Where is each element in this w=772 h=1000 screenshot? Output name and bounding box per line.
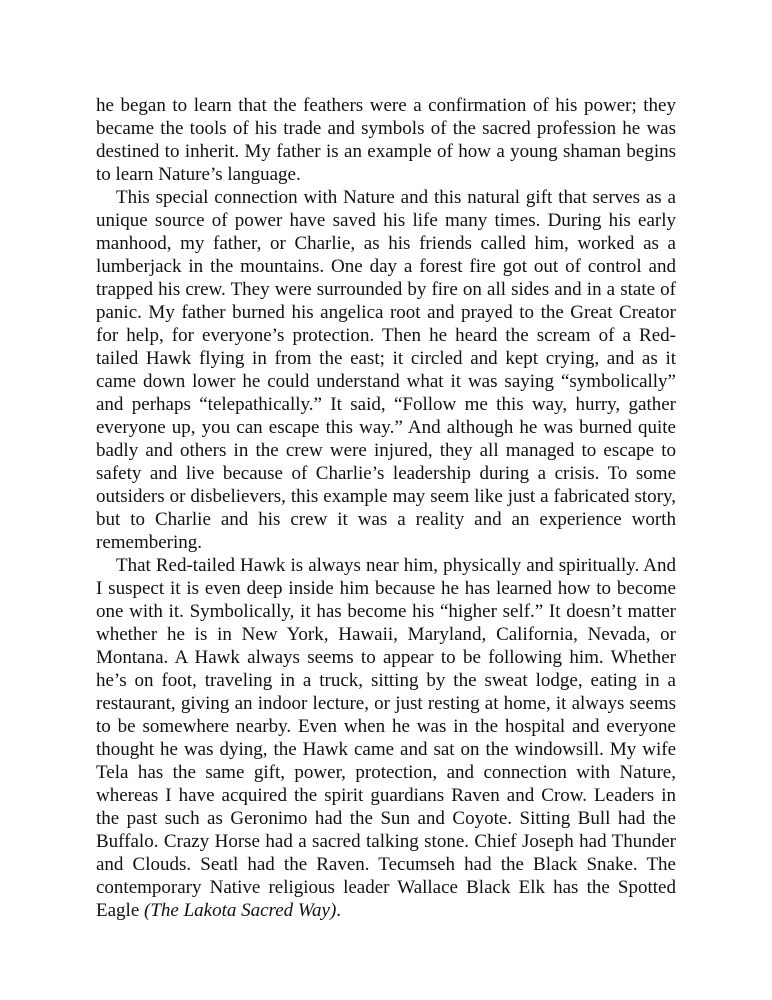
paragraph-hawk-text: That Red-tailed Hawk is always near him, physically and spiritually. And I suspect it is even deep inside him because he has learned how to become one with it. Symbolically, it has become his “higher self.” It doesn’t matter whether he is in New York, Hawaii, Maryland, California, Nevada, or Montana. A Hawk always seems to appear to be following him. Whether he’s on foot, traveling in a truck, sitting by the sweat lodge, eating in a restaurant, giving an indoor lecture, or just resting at home, it always seems to be somewhere nearby. Even when he was in the hospital and everyone thought he was dying, the Hawk came and sat on the windowsill. My wife Tela has the same gift, power, protection, and connection with Nature, whereas I have acquired the spirit guardians Raven and Crow. Leaders in the past such as Geronimo had the Sun and Coyote. Sitting Bull had the Buffalo. Crazy Horse had a sacred talking stone. Chief Joseph had Thunder and Clouds. Seatl had the Raven. Tecumseh had the Black Snake. The contemporary Native religious leader Wallace Black Elk has the Spotted Eagle — [96, 555, 676, 921]
citation-period: . — [336, 900, 342, 921]
paragraph-red-tailed-hawk — [96, 554, 676, 922]
paragraph-forest-fire: This special connection with Nature and this natural gift that serves as a unique source of power have saved his life many times. During his early manhood, my father, or Charlie, as his friends called him, worked as a lumberjack in the mountains. One day a forest fire got out of control and trapped his crew. They were surrounded by fire on all sides and in a state of panic. My father burned his angelica root and prayed to the Great Creator for help, for everyone’s protection. Then he heard the scream of a Red-tailed Hawk flying in from the east; it circled and kept crying, and as it came down lower he could understand what it was saying “symbolically” and perhaps “telepathically.” It said, “Follow me this way, hurry, gather everyone up, you can escape this way.” And although he was burned quite badly and others in the crew were injured, they all managed to escape to safety and live because of Charlie’s leadership during a crisis. To some outsiders or disbelievers, this example may seem like just a fabricated story, but to Charlie and his crew it was a reality and an experience worth remembering. — [96, 187, 676, 553]
paragraph-continued: he began to learn that the feathers were a confirmation of his power; they became the tools of his trade and symbols of the sacred profession he was destined to inherit. My father is an example of how a young shaman begins to learn Nature’s language. — [96, 95, 676, 185]
book-page — [96, 94, 676, 922]
book-citation: (The Lakota Sacred Way) — [144, 900, 337, 921]
